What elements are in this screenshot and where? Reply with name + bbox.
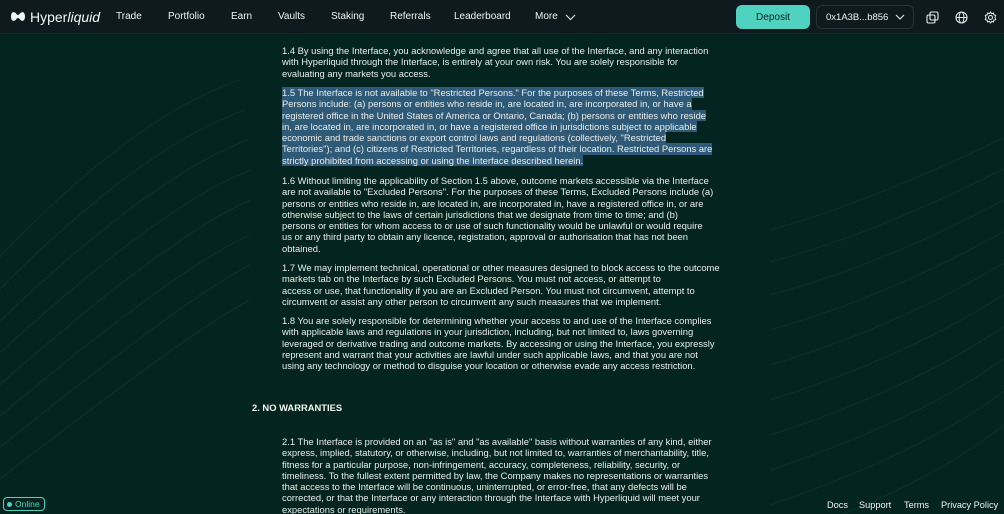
globe-icon [955, 11, 968, 24]
text-line: leveraged or derivative trading and outcome markets. By accessing or using the Interface, you expressly [282, 337, 715, 349]
text-line: 1.8 You are solely responsible for determining whether your access to and use of the Interface complies [282, 315, 712, 326]
status-dot-icon [7, 502, 12, 507]
footer-link-support[interactable]: Support [859, 500, 892, 510]
text-line: 1.7 We may implement technical, operational or other measures designed to block access to the outcome [282, 262, 720, 273]
text-line: expectations or requirements. [282, 503, 406, 514]
text-line: economic and trade sanctions or export control laws and regulations (collectively, "Restricted [282, 132, 667, 144]
footer-link-docs[interactable]: Docs [827, 500, 848, 510]
terms-paragraph-2-1 [282, 436, 760, 514]
text-line: 2.1 The Interface is provided on an "as is" and "as available" basis without warranties of any kind, either [282, 436, 712, 447]
text-line: with applicable laws and regulations in your jurisdiction, including, but not limited to, laws governing [282, 326, 694, 338]
wallet-address: 0x1A3B...b856 [826, 11, 889, 23]
nav-trade[interactable]: Trade [116, 11, 142, 22]
nav-referrals[interactable]: Referrals [390, 11, 431, 22]
gear-icon [984, 11, 997, 24]
nav-staking[interactable]: Staking [331, 11, 365, 22]
text-line: Territories"); and (c) citizens of Restricted Territories, regardless of their location. Restricted Persons are [282, 143, 713, 155]
text-line: circumvent or assist any other person to circumvent any such measures that we implement. [282, 295, 662, 307]
text-line: access or use, that functionality if you are an Excluded Person. You must not circumvent, attempt to [282, 284, 695, 296]
top-navigation-bar [0, 0, 1004, 34]
nav-more[interactable]: More [535, 11, 558, 22]
text-line: represent and warrant that your activities are lawful under such applicable laws, and that you are not [282, 348, 698, 360]
section-heading-no-warranties: 2. NO WARRANTIES [252, 402, 343, 413]
text-line: that access to the Interface will be continuous, uninterrupted, or error-free, that any defects will be [282, 481, 687, 493]
terms-paragraph-1-6 [282, 175, 760, 254]
text-line: obtained. [282, 242, 321, 254]
text-line: fitness for a particular purpose, non-infringement, accuracy, completeness, reliability, security, or [282, 458, 681, 470]
terms-paragraph-1-5-selected [282, 87, 760, 166]
footer-link-privacy-policy[interactable]: Privacy Policy [941, 500, 999, 510]
text-line: corrected, or that the Interface or any interaction through the Interface with Hyperliquid will meet your [282, 492, 700, 504]
text-line: otherwise subject to the laws of certain jurisdictions that we designate from time to time; and (b) [282, 208, 679, 220]
text-line: strictly prohibited from accessing or using the Interface described herein. [282, 154, 584, 166]
text-line: timeliness. To the fullest extent permitted by law, the Company makes no representations or warranties [282, 469, 709, 481]
footer-link-terms[interactable]: Terms [904, 500, 930, 510]
terms-paragraph-1-4 [282, 45, 760, 79]
terms-paragraph-1-7 [282, 262, 760, 307]
text-line: are not available to "Excluded Persons". For the purposes of these Terms, Excluded Persons include (a) [282, 186, 714, 198]
nav-earn[interactable]: Earn [231, 11, 253, 22]
logo[interactable] [10, 9, 102, 25]
text-line: express, implied, statutory, or otherwise, including, but not limited to, warranties of merchantability, title, [282, 447, 709, 459]
text-line: persons or entities for whom access to or use of such functionality would be unlawful or would require [282, 220, 703, 232]
text-line: evaluating any markets you access. [282, 67, 431, 79]
terms-paragraph-1-8 [282, 315, 760, 371]
status-badge [3, 497, 45, 511]
copy-windows-button[interactable] [920, 5, 944, 29]
text-line: Persons include: (a) persons or entities who reside in, are located in, are incorporated in, or have a [282, 98, 692, 110]
chevron-down-icon [895, 14, 905, 21]
hyperliquid-logo-icon [10, 10, 26, 23]
nav-portfolio[interactable]: Portfolio [168, 11, 205, 22]
nav-leaderboard[interactable]: Leaderboard [454, 11, 511, 22]
text-line: us or any third party to obtain any licence, registration, approval or authorisation that has not been [282, 231, 688, 243]
status-label: Online [15, 499, 40, 509]
text-line: in, are located in, are incorporated in, or have a registered office in jurisdictions subject to applicable [282, 120, 697, 132]
nav-vaults[interactable]: Vaults [278, 11, 306, 22]
copy-windows-icon [926, 11, 939, 24]
wallet-address-button[interactable] [816, 5, 914, 29]
settings-button[interactable] [978, 5, 1002, 29]
language-button[interactable] [949, 5, 973, 29]
text-line: 1.5 The Interface is not available to "Restricted Persons." For the purposes of these Terms, Restricted [282, 87, 704, 98]
logo-text: Hyperliquid [30, 8, 101, 25]
chevron-down-icon[interactable] [565, 14, 576, 21]
text-line: registered office in the United States of America or Ontario, Canada; (b) persons or entities who reside [282, 109, 707, 121]
text-line: using any technology or method to disguise your location or otherwise evade any access restriction. [282, 360, 696, 372]
text-line: 1.6 Without limiting the applicability of Section 1.5 above, outcome markets accessible via the Interface [282, 175, 709, 186]
text-line: 1.4 By using the Interface, you acknowledge and agree that all use of the Interface, and any interaction [282, 45, 709, 56]
text-line: markets tab on the Interface by such Excluded Persons. You must not access, or attempt to [282, 273, 661, 285]
text-line: persons or entities who reside in, are located in, are incorporated in, have a registered office in, or are [282, 197, 704, 209]
text-line: with Hyperliquid through the Interface, is entirely at your own risk. You are solely responsible for [282, 56, 679, 68]
deposit-button[interactable]: Deposit [736, 5, 810, 29]
